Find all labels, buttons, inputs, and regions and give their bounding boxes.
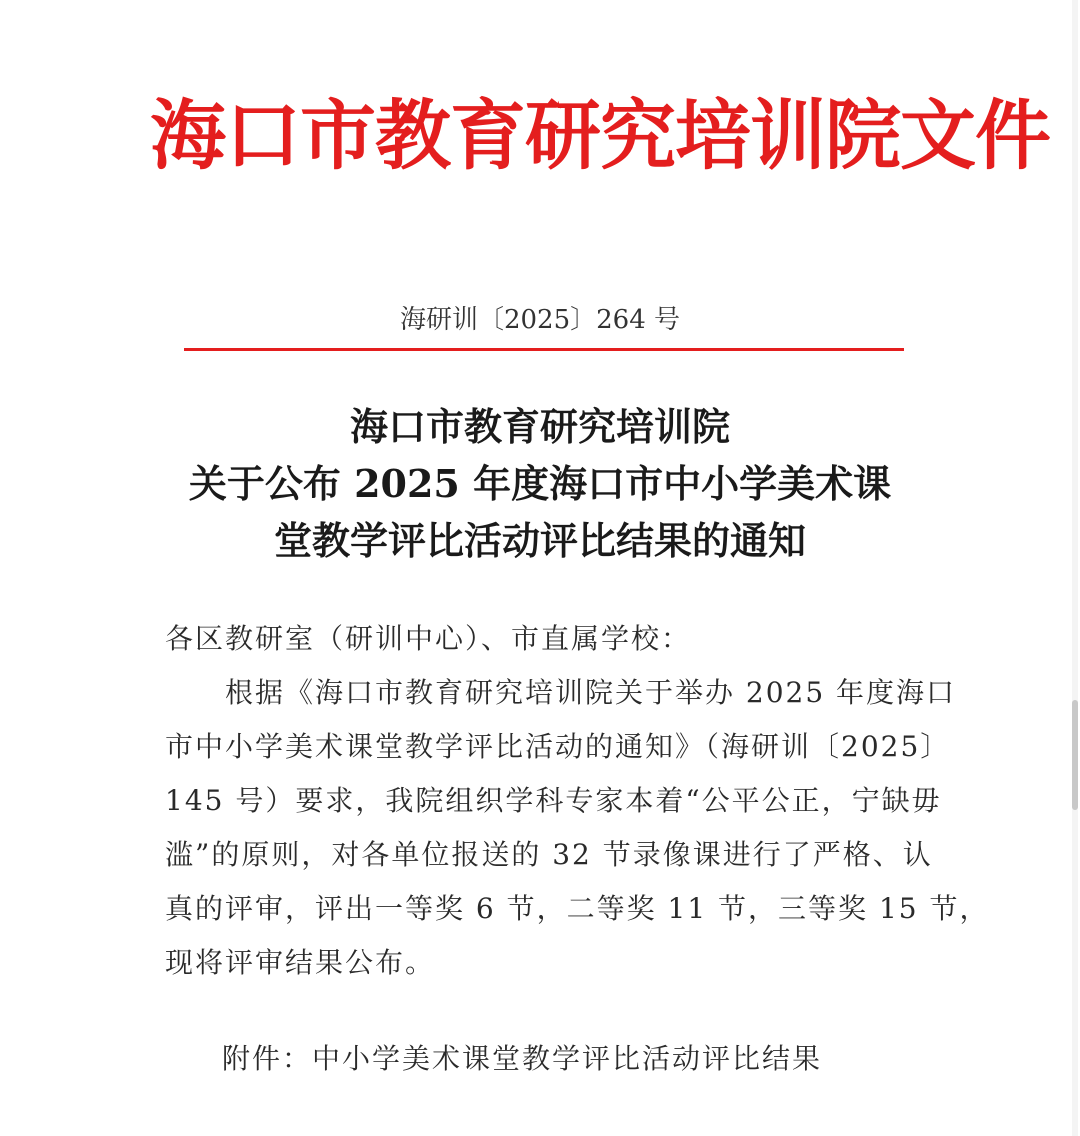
- paragraph-line: 真的评审，评出一等奖 6 节，二等奖 11 节，三等奖 15 节，: [165, 892, 990, 925]
- paragraph-line: 145 号）要求，我院组织学科专家本着“公平公正，宁缺毋: [165, 784, 942, 817]
- scrollbar-thumb[interactable]: [1072, 700, 1078, 810]
- attachment-line: 附件：中小学美术课堂教学评比活动评比结果: [222, 1042, 823, 1075]
- body-paragraph: [165, 666, 990, 990]
- paragraph-line: 滥”的原则，对各单位报送的 32 节录像课进行了严格、认: [165, 838, 933, 871]
- paragraph-line: 根据《海口市教育研究培训院关于举办 2025 年度海口: [165, 676, 957, 709]
- title-line-2: 关于公布 2025 年度海口市中小学美术课: [188, 461, 892, 506]
- title-line-3: 堂教学评比活动评比结果的通知: [273, 518, 806, 563]
- salutation: 各区教研室（研训中心）、市直属学校：: [165, 622, 692, 655]
- red-divider-line: [184, 348, 904, 351]
- document-number: 海研训〔2025〕264 号: [399, 305, 681, 335]
- masthead-title: 海口市教育研究培训院文件: [150, 91, 1050, 180]
- notice-title: [130, 398, 950, 569]
- paragraph-line: 市中小学美术课堂教学评比活动的通知》（海研训〔2025〕: [165, 730, 951, 763]
- title-line-1: 海口市教育研究培训院: [349, 404, 730, 449]
- vertical-scrollbar[interactable]: [1072, 0, 1078, 1136]
- paragraph-line: 现将评审结果公布。: [165, 946, 436, 979]
